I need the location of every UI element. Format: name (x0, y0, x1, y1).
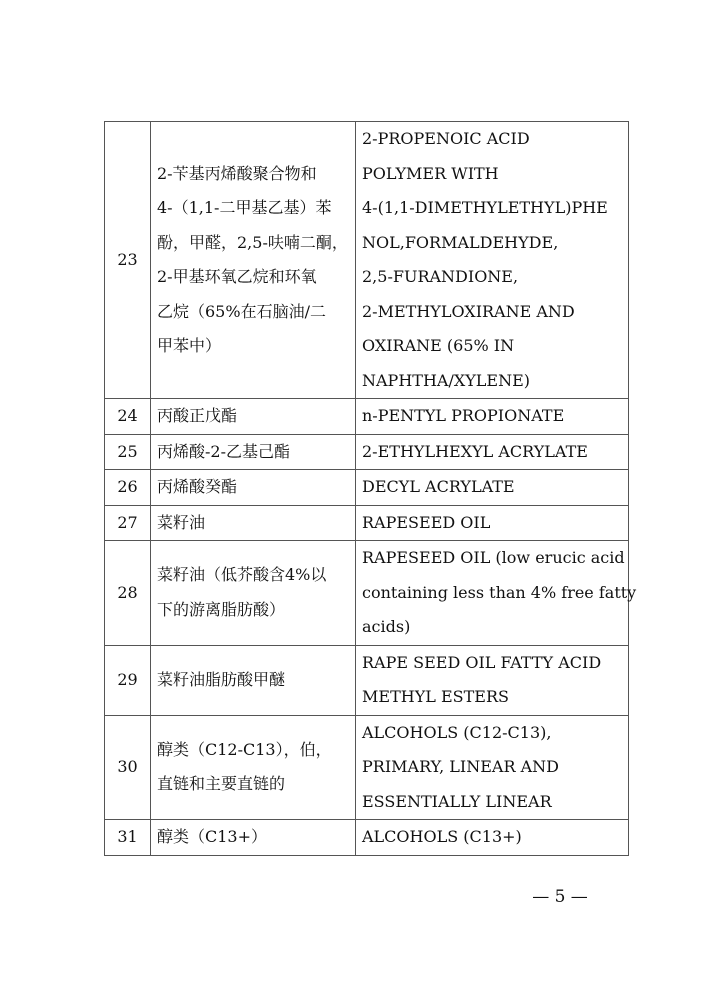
chinese-name-line: 4-（1,1-二甲基乙基）苯 (157, 198, 332, 217)
row-number: 25 (105, 434, 151, 470)
chinese-name-cell (151, 470, 356, 506)
chinese-name-line: 酚，甲醛，2,5-呋喃二酮， (157, 232, 348, 252)
english-name-line: OXIRANE (65% IN (362, 336, 515, 355)
row-number: 30 (105, 715, 151, 820)
english-name-line: RAPESEED OIL (362, 512, 491, 532)
english-name-line: PRIMARY, LINEAR AND (362, 757, 559, 776)
row-number: 31 (105, 820, 151, 856)
english-name-line: RAPESEED OIL (low erucic acid (362, 548, 625, 567)
chinese-name-cell (151, 434, 356, 470)
chinese-name-line: 丙烯酸癸酯 (157, 477, 238, 496)
table-row (105, 122, 629, 399)
english-name-line: 4-(1,1-DIMETHYLETHYL)PHE (362, 198, 608, 217)
table-row (105, 505, 629, 541)
table-row (105, 399, 629, 435)
chinese-name-line: 菜籽油（低芥酸含4%以 (157, 565, 327, 585)
table-row (105, 541, 629, 646)
chinese-name-line: 2-甲基环氧乙烷和环氧 (157, 267, 317, 286)
table-row (105, 470, 629, 506)
english-name-line: 2-ETHYLHEXYL ACRYLATE (362, 441, 588, 461)
chinese-name-line: 直链和主要直链的 (157, 774, 286, 794)
chinese-name-line: 甲苯中） (157, 336, 222, 355)
chinese-name-cell (151, 122, 356, 399)
english-name-cell (356, 820, 629, 856)
english-name-cell (356, 541, 637, 646)
english-name-line: NOL,FORMALDEHYDE, (362, 232, 559, 252)
chinese-name-line: 醇类（C12-C13），伯， (157, 739, 332, 759)
english-name-cell (356, 434, 629, 470)
english-name-cell (356, 399, 629, 435)
chinese-name-cell (151, 820, 356, 856)
english-name-line: 2-METHYLOXIRANE AND (362, 301, 575, 321)
english-name-line: ESSENTIALLY LINEAR (362, 791, 552, 811)
chinese-name-line: 菜籽油脂肪酸甲醚 (157, 669, 286, 689)
english-name-line: 2,5-FURANDIONE, (362, 267, 519, 286)
row-number: 26 (105, 470, 151, 506)
row-number: 24 (105, 399, 151, 435)
table-row (105, 820, 629, 856)
english-name-line: ALCOHOLS (C12-C13), (362, 722, 552, 742)
chinese-name-cell (151, 645, 356, 715)
english-name-line: NAPHTHA/XYLENE) (362, 370, 531, 390)
chinese-name-line: 醇类（C13+） (157, 827, 268, 846)
chinese-name-cell (151, 541, 356, 646)
table-body (105, 122, 637, 856)
row-number: 27 (105, 505, 151, 541)
english-name-line: containing less than 4% free fatty (362, 582, 637, 602)
chinese-name-line: 乙烷（65%在石脑油/二 (157, 301, 326, 321)
english-name-line: POLYMER WITH (362, 163, 499, 183)
english-name-line: DECYL ACRYLATE (362, 477, 515, 496)
english-name-line: acids) (362, 617, 411, 636)
english-name-cell (356, 122, 629, 399)
english-name-cell (356, 645, 629, 715)
english-name-line: RAPE SEED OIL FATTY ACID (362, 652, 602, 672)
chinese-name-line: 下的游离脂肪酸） (157, 599, 286, 619)
table-row (105, 434, 629, 470)
chinese-name-cell (151, 505, 356, 541)
row-number: 29 (105, 645, 151, 715)
english-name-cell (356, 715, 629, 820)
chinese-name-line: 2-苄基丙烯酸聚合物和 (157, 163, 317, 183)
chinese-name-cell (151, 399, 356, 435)
chinese-name-line: 菜籽油 (157, 512, 206, 532)
english-name-line: ALCOHOLS (C13+) (362, 827, 522, 846)
chinese-name-cell (151, 715, 356, 820)
table-row (105, 715, 629, 820)
english-name-line: METHYL ESTERS (362, 687, 509, 706)
page-number: — 5 — (532, 887, 588, 907)
english-name-cell (356, 505, 629, 541)
english-name-line: n-PENTYL PROPIONATE (362, 406, 565, 425)
english-name-line: 2-PROPENOIC ACID (362, 129, 530, 148)
chemical-list-table (104, 121, 637, 856)
row-number: 28 (105, 541, 151, 646)
chinese-name-line: 丙酸正戊酯 (157, 406, 238, 425)
english-name-cell (356, 470, 629, 506)
chinese-name-line: 丙烯酸-2-乙基己酯 (157, 441, 290, 461)
table-row (105, 645, 629, 715)
row-number: 23 (105, 122, 151, 399)
